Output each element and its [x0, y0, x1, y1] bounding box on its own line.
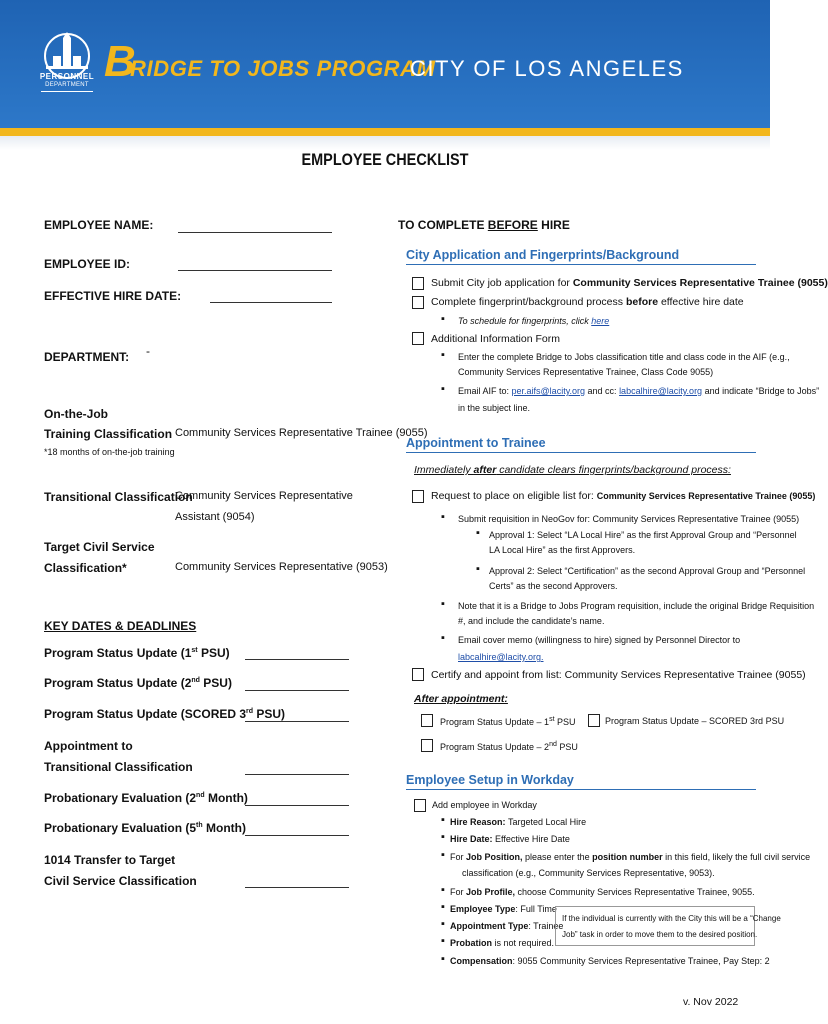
employee-name-label: EMPLOYEE NAME: — [44, 218, 154, 232]
transfer-label-1: 1014 Transfer to Target — [44, 853, 176, 867]
sec1-item3-b2: Email AIF to: per.aifs@lacity.org and cc: labcalhire@lacity.org and indicate “Bridge to Jobs” — [458, 386, 820, 396]
department-mark: - — [146, 344, 150, 358]
sec1-item3-b2-l2: in the subject line. — [458, 403, 531, 413]
sec2-b2-l1: Note that it is a Bridge to Jobs Program requisition, include the original Bridge Requisition — [458, 601, 815, 611]
psu2-line[interactable] — [245, 690, 349, 691]
sec3-b5: Employee Type: Full Time — [450, 904, 557, 914]
bullet-icon: ▪ — [441, 918, 445, 930]
logo-text — [30, 72, 104, 92]
ojt-note: *18 months of on-the-job training — [44, 447, 175, 457]
bullet-icon: ▪ — [441, 313, 445, 325]
psu-box3-label: Program Status Update – SCORED 3rd PSU — [605, 716, 785, 726]
employee-id-label: EMPLOYEE ID: — [44, 257, 131, 271]
sec2-b1: Submit requisition in NeoGov for: Community Services Representative Trainee (9055) — [458, 514, 800, 524]
ojt-label-1: On-the-Job — [44, 407, 108, 421]
transitional-value-1: Community Services Representative — [175, 490, 353, 502]
section-appointment-title: Appointment to Trainee — [406, 436, 546, 450]
section-appointment-rule — [406, 452, 756, 453]
prob5-line[interactable] — [245, 835, 349, 836]
sec1-item3-b1-l1: Enter the complete Bridge to Jobs classification title and class code in the AIF (e.g., — [458, 352, 790, 362]
bullet-icon: ▪ — [441, 511, 445, 523]
change-job-note-box — [555, 906, 758, 946]
sec3-b6: Appointment Type: Trainee — [450, 921, 564, 931]
sec1-item3: Additional Information Form — [431, 333, 560, 345]
checkbox-add-employee[interactable] — [414, 799, 426, 812]
sec3-b7: Probation is not required. — [450, 938, 555, 948]
employee-name-line[interactable] — [178, 232, 332, 233]
sec3-b8: Compensation: 9055 Community Services Representative Trainee, Pay Step: 2 — [450, 956, 770, 966]
psu2-label: Program Status Update (2nd PSU) — [44, 676, 232, 690]
target-value: Community Services Representative (9053) — [175, 561, 388, 573]
checkbox-certify-appoint[interactable] — [412, 668, 424, 681]
aif-email-link[interactable]: per.aifs@lacity.org — [511, 386, 586, 396]
psu1-line[interactable] — [245, 659, 349, 660]
psu3-label: Program Status Update (SCORED 3rd PSU) — [44, 707, 286, 721]
sec3-b3-l2: classification (e.g., Community Services Representative, 9053). — [462, 868, 715, 878]
transitional-value-2: Assistant (9054) — [175, 511, 255, 523]
right-heading: TO COMPLETE BEFORE HIRE — [398, 218, 570, 232]
brand-first-letter: B — [104, 37, 136, 86]
page-title: EMPLOYEE CHECKLIST — [301, 150, 469, 169]
checkbox-request-eligible[interactable] — [412, 490, 424, 503]
sec3-b2: Hire Date: Effective Hire Date — [450, 834, 570, 844]
transfer-label-2: Civil Service Classification — [44, 874, 197, 888]
bullet-icon: ▪ — [476, 527, 480, 539]
bullet-icon: ▪ — [441, 814, 445, 826]
checkbox-additional-info[interactable] — [412, 332, 424, 345]
sec2-b1-s1-l2: LA Local Hire” as the first Approvers. — [489, 545, 636, 555]
ojt-value: Community Services Representative Trainee (9055) — [175, 427, 428, 439]
psu-box2-label: Program Status Update – 2nd PSU — [440, 741, 578, 752]
bullet-icon: ▪ — [441, 884, 445, 896]
checkbox-fingerprint[interactable] — [412, 296, 424, 309]
psu1-label: Program Status Update (1st PSU) — [44, 646, 230, 660]
appt-trans-line[interactable] — [245, 774, 349, 775]
version-footer: v. Nov 2022 — [683, 996, 739, 1008]
sec2-b3-link[interactable]: labcalhire@lacity.org. — [458, 652, 544, 662]
section-workday-title: Employee Setup in Workday — [406, 773, 574, 787]
sec1-item2-bullet: To schedule for fingerprints, click here — [458, 316, 610, 326]
bullet-icon: ▪ — [441, 598, 445, 610]
sec2-b1-s1-l1: Approval 1: Select “LA Local Hire” as the first Approval Group and “Personnel — [489, 530, 797, 540]
psu-box1-label: Program Status Update – 1st PSU — [440, 716, 576, 727]
brand-city: CITY OF LOS ANGELES — [410, 56, 684, 81]
prob2-line[interactable] — [245, 805, 349, 806]
key-dates-heading: KEY DATES & DEADLINES — [44, 619, 197, 633]
sec1-item1: Submit City job application for Community Services Representative Trainee (9055) — [431, 277, 828, 289]
section-workday-rule — [406, 789, 756, 790]
localhire-email-link[interactable]: labcalhire@lacity.org — [619, 386, 703, 396]
department-label: DEPARTMENT: — [44, 350, 130, 364]
sec1-item3-b1-l2: Community Services Representative Trainee, Class Code 9055) — [458, 367, 714, 377]
bullet-icon: ▪ — [441, 901, 445, 913]
header-gold-stripe — [0, 128, 770, 136]
bullet-icon: ▪ — [441, 632, 445, 644]
appt-trans-label-1: Appointment to — [44, 739, 133, 753]
sec2-b3-l1: Email cover memo (willingness to hire) signed by Personnel Director to — [458, 635, 741, 645]
employee-id-line[interactable] — [178, 270, 332, 271]
sec2-b1-s2-l2: Certs” as the second Approvers. — [489, 581, 618, 591]
bullet-icon: ▪ — [441, 349, 445, 361]
target-label-1: Target Civil Service — [44, 540, 155, 554]
sec2-b2-l2: #, and include the candidate’s name. — [458, 616, 605, 626]
prob5-label: Probationary Evaluation (5th Month) — [44, 821, 246, 835]
appt-trans-label-2: Transitional Classification — [44, 760, 193, 774]
note-line-2: Job” task in order to move them to the desired position. — [562, 930, 758, 939]
header-shade — [0, 136, 770, 150]
effective-hire-date-label: EFFECTIVE HIRE DATE: — [44, 289, 182, 303]
sec2-b1-s2-l1: Approval 2: Select “Certification” as the second Approval Group and “Personnel — [489, 566, 806, 576]
sec2-item1: Request to place on eligible list for: Community Services Representative Trainee (9055) — [431, 490, 816, 502]
section-application-rule — [406, 264, 756, 265]
brand-title: RIDGE TO JOBS PROGRAM — [130, 56, 436, 81]
section-application-title: City Application and Fingerprints/Background — [406, 248, 680, 262]
bullet-icon: ▪ — [476, 563, 480, 575]
ojt-label-2: Training Classification — [44, 427, 173, 441]
logo-line-1: PERSONNEL — [39, 72, 95, 81]
checkbox-psu3[interactable] — [588, 714, 600, 727]
sec1-item2: Complete fingerprint/background process before effective hire date — [431, 296, 744, 308]
sec2-subheading: Immediately after candidate clears fingerprints/background process: — [414, 464, 731, 476]
bullet-icon: ▪ — [441, 953, 445, 965]
sec3-b1: Hire Reason: Targeted Local Hire — [450, 817, 587, 827]
logo-line-2: DEPARTMENT — [45, 82, 89, 88]
prob2-label: Probationary Evaluation (2nd Month) — [44, 791, 248, 805]
target-label-2: Classification* — [44, 561, 127, 575]
bullet-icon: ▪ — [441, 831, 445, 843]
note-line-1: If the individual is currently with the City this will be a “Change — [562, 914, 781, 923]
transfer-line[interactable] — [245, 887, 349, 888]
transitional-label: Transitional Classification — [44, 490, 193, 504]
checkbox-psu1[interactable] — [421, 714, 433, 727]
sec3-b3: For Job Position, please enter the position number in this field, likely the full civil service — [450, 852, 811, 862]
fingerprint-here-link[interactable]: here — [591, 316, 610, 326]
psu3-line[interactable] — [245, 721, 349, 722]
bullet-icon: ▪ — [441, 849, 445, 861]
checkbox-submit-application[interactable] — [412, 277, 424, 290]
effective-hire-date-line[interactable] — [210, 302, 332, 303]
checkbox-psu2[interactable] — [421, 739, 433, 752]
sec2-item2: Certify and appoint from list: Community Services Representative Trainee (9055) — [431, 669, 806, 681]
sec3-b4: For Job Profile, choose Community Services Representative Trainee, 9055. — [450, 887, 755, 897]
bullet-icon: ▪ — [441, 383, 445, 395]
bullet-icon: ▪ — [441, 935, 445, 947]
after-appointment-label: After appointment: — [414, 693, 508, 705]
sec3-item1: Add employee in Workday — [432, 800, 537, 810]
